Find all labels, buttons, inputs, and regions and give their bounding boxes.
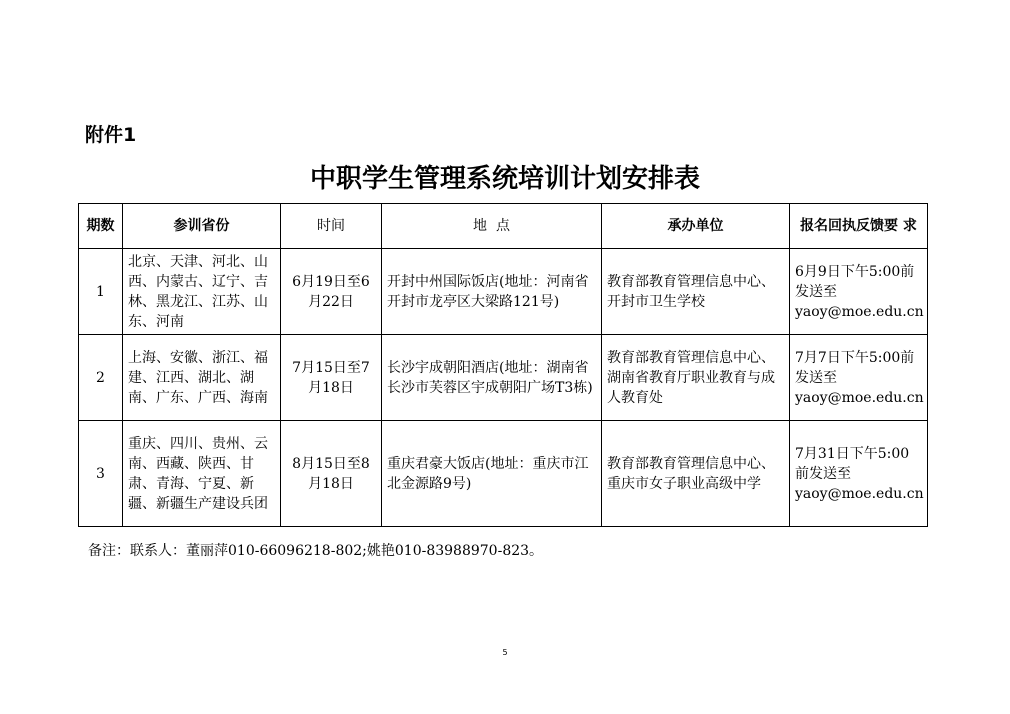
cell-location: 长沙宇成朝阳酒店(地址：湖南省长沙市芙蓉区宇成朝阳广场T3栋) xyxy=(382,335,602,421)
table-header-row xyxy=(79,204,928,249)
cell-provinces: 上海、安徽、浙江、福建、江西、湖北、湖南、广东、广西、海南 xyxy=(123,335,281,421)
training-schedule-table xyxy=(78,203,928,527)
feedback-email: yaoy@moe.edu.cn xyxy=(795,485,924,502)
cell-feedback xyxy=(790,421,928,527)
attachment-label: 附件1 xyxy=(85,124,137,146)
cell-organizer: 教育部教育管理信息中心、开封市卫生学校 xyxy=(602,249,790,335)
cell-time: 7月15日至7月18日 xyxy=(281,335,382,421)
feedback-email: yaoy@moe.edu.cn xyxy=(795,389,924,406)
cell-organizer: 教育部教育管理信息中心、重庆市女子职业高级中学 xyxy=(602,421,790,527)
cell-provinces: 重庆、四川、贵州、云南、西藏、陕西、甘肃、青海、宁夏、新疆、新疆生产建设兵团 xyxy=(123,421,281,527)
header-provinces: 参训省份 xyxy=(123,204,281,249)
header-feedback: 报名回执反馈要 求 xyxy=(790,204,928,249)
table-row xyxy=(79,335,928,421)
header-organizer: 承办单位 xyxy=(602,204,790,249)
cell-time: 6月19日至6月22日 xyxy=(281,249,382,335)
header-location: 地 点 xyxy=(382,204,602,249)
feedback-deadline: 6月9日下午5:00前发送至 xyxy=(795,263,915,300)
header-period: 期数 xyxy=(79,204,123,249)
cell-period: 3 xyxy=(79,421,123,527)
cell-period: 2 xyxy=(79,335,123,421)
feedback-deadline: 7月31日下午5:00前发送至 xyxy=(795,445,910,482)
header-time: 时间 xyxy=(281,204,382,249)
table-row xyxy=(79,249,928,335)
cell-location: 重庆君豪大饭店(地址：重庆市江北金源路9号) xyxy=(382,421,602,527)
cell-provinces: 北京、天津、河北、山西、内蒙古、辽宁、吉林、黑龙江、江苏、山东、河南 xyxy=(123,249,281,335)
feedback-email: yaoy@moe.edu.cn xyxy=(795,303,924,320)
document-title: 中职学生管理系统培训计划安排表 xyxy=(309,164,700,194)
cell-period: 1 xyxy=(79,249,123,335)
cell-location: 开封中州国际饭店(地址：河南省开封市龙亭区大梁路121号) xyxy=(382,249,602,335)
page-number: 5 xyxy=(502,648,508,657)
cell-feedback xyxy=(790,249,928,335)
cell-feedback xyxy=(790,335,928,421)
cell-time: 8月15日至8月18日 xyxy=(281,421,382,527)
table-row xyxy=(79,421,928,527)
cell-organizer: 教育部教育管理信息中心、湖南省教育厅职业教育与成人教育处 xyxy=(602,335,790,421)
contact-note: 备注：联系人：董丽萍010-66096218-802;姚艳010-83988970-823。 xyxy=(88,543,544,559)
feedback-deadline: 7月7日下午5:00前发送至 xyxy=(795,349,915,386)
